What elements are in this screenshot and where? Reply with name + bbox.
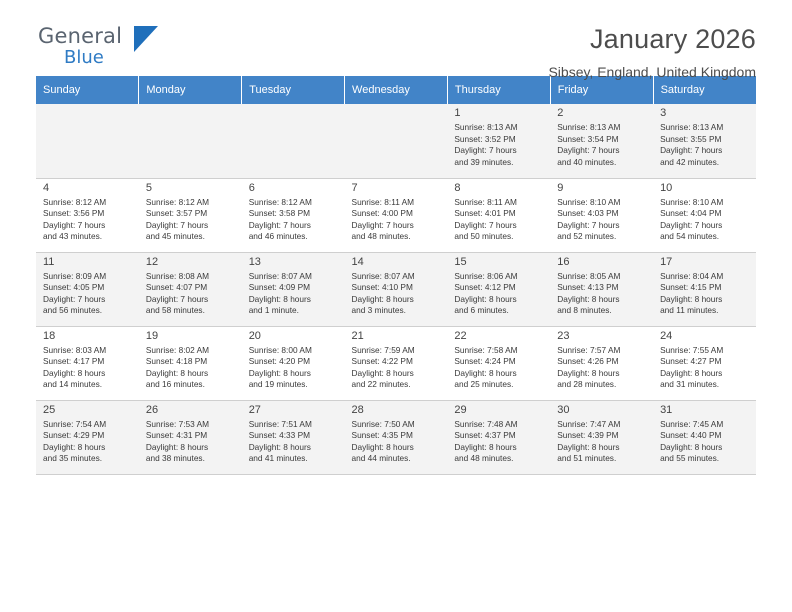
day-detail-line: and 14 minutes. bbox=[43, 379, 103, 390]
day-details bbox=[660, 345, 756, 391]
day-detail-line: Sunset: 3:52 PM bbox=[454, 133, 516, 144]
day-number: 8 bbox=[454, 181, 461, 194]
day-detail-line: Daylight: 8 hours bbox=[454, 441, 517, 452]
day-detail-line: Daylight: 8 hours bbox=[351, 441, 414, 452]
day-detail-line: Daylight: 8 hours bbox=[660, 293, 723, 304]
day-detail-line: Sunrise: 8:09 AM bbox=[43, 270, 107, 281]
day-number: 30 bbox=[557, 403, 570, 416]
day-number: 31 bbox=[660, 403, 673, 416]
page-title: January 2026 bbox=[589, 24, 756, 54]
day-detail-line: Daylight: 7 hours bbox=[351, 219, 414, 230]
day-detail-line: Sunrise: 7:57 AM bbox=[557, 344, 621, 355]
day-detail-line: Sunset: 4:13 PM bbox=[557, 282, 619, 293]
calendar-day-cell bbox=[36, 178, 139, 252]
calendar-day-cell bbox=[447, 326, 550, 400]
calendar-day-cell bbox=[345, 326, 448, 400]
day-details bbox=[454, 419, 550, 465]
day-detail-line: and 3 minutes. bbox=[351, 305, 406, 316]
day-number: 6 bbox=[248, 181, 255, 194]
day-detail-line: Sunrise: 7:55 AM bbox=[660, 344, 724, 355]
calendar-day-cell bbox=[345, 400, 448, 474]
day-detail-line: Daylight: 7 hours bbox=[660, 145, 723, 156]
day-detail-line: Sunrise: 8:07 AM bbox=[248, 270, 312, 281]
day-details bbox=[557, 197, 653, 243]
calendar-day-cell bbox=[447, 104, 550, 178]
day-detail-line: Sunrise: 7:45 AM bbox=[660, 418, 724, 429]
day-detail-line: and 52 minutes. bbox=[557, 231, 617, 242]
day-number: 18 bbox=[43, 329, 56, 342]
day-number: 13 bbox=[248, 255, 261, 268]
day-number: 23 bbox=[557, 329, 570, 342]
weekday-header-thursday: Thursday bbox=[447, 76, 550, 104]
day-detail-line: Sunrise: 8:05 AM bbox=[557, 270, 621, 281]
sunrise-sunset-calendar bbox=[36, 76, 756, 475]
day-detail-line: and 40 minutes. bbox=[557, 156, 617, 167]
day-detail-line: Sunrise: 7:53 AM bbox=[145, 418, 210, 429]
day-detail-line: Daylight: 8 hours bbox=[248, 367, 311, 378]
day-detail-line: Daylight: 8 hours bbox=[248, 293, 311, 304]
day-detail-line: Sunset: 4:22 PM bbox=[351, 356, 413, 367]
day-detail-line: Sunrise: 8:10 AM bbox=[660, 196, 724, 207]
day-details bbox=[146, 197, 242, 243]
calendar-day-cell bbox=[139, 178, 242, 252]
calendar-week-row bbox=[36, 326, 756, 400]
day-details bbox=[146, 419, 242, 465]
day-details bbox=[249, 271, 345, 317]
day-detail-line: and 54 minutes. bbox=[660, 231, 720, 242]
day-number: 3 bbox=[660, 107, 667, 119]
day-detail-line: Sunset: 4:00 PM bbox=[351, 208, 413, 219]
calendar-day-cell bbox=[36, 400, 139, 474]
calendar-day-cell bbox=[139, 326, 242, 400]
day-detail-line: Sunrise: 7:59 AM bbox=[351, 344, 415, 355]
day-detail-line: Sunset: 4:24 PM bbox=[454, 356, 516, 367]
calendar-day-empty bbox=[36, 104, 139, 178]
day-detail-line: Daylight: 8 hours bbox=[557, 441, 620, 452]
day-detail-line: Sunrise: 8:12 AM bbox=[145, 196, 210, 207]
day-detail-line: Sunrise: 7:58 AM bbox=[454, 344, 518, 355]
day-detail-line: and 11 minutes. bbox=[660, 305, 719, 316]
day-number: 19 bbox=[145, 329, 159, 342]
calendar-day-empty bbox=[242, 104, 345, 178]
day-detail-line: Daylight: 8 hours bbox=[351, 367, 414, 378]
calendar-day-cell bbox=[345, 252, 448, 326]
day-detail-line: and 48 minutes. bbox=[351, 231, 411, 242]
day-detail-line: and 44 minutes. bbox=[351, 453, 411, 464]
flag-icon bbox=[134, 26, 158, 52]
day-detail-line: Daylight: 7 hours bbox=[660, 219, 723, 230]
day-detail-line: Sunrise: 8:07 AM bbox=[351, 270, 415, 281]
day-details bbox=[43, 197, 139, 243]
calendar-day-cell bbox=[653, 400, 756, 474]
day-detail-line: Sunset: 4:03 PM bbox=[557, 208, 619, 219]
calendar-day-cell bbox=[550, 104, 653, 178]
day-number: 2 bbox=[557, 107, 564, 119]
day-detail-line: Sunset: 4:20 PM bbox=[248, 356, 311, 367]
calendar-day-cell bbox=[550, 326, 653, 400]
day-number: 9 bbox=[557, 181, 564, 194]
day-details bbox=[146, 345, 242, 391]
day-detail-line: Daylight: 7 hours bbox=[145, 293, 209, 304]
day-detail-line: Sunrise: 7:47 AM bbox=[557, 418, 621, 429]
day-detail-line: Sunrise: 8:00 AM bbox=[248, 344, 312, 355]
day-number: 15 bbox=[454, 255, 467, 268]
day-detail-line: Sunset: 4:05 PM bbox=[43, 282, 105, 293]
day-detail-line: Sunset: 3:55 PM bbox=[660, 133, 722, 144]
day-detail-line: Sunset: 3:56 PM bbox=[43, 208, 105, 219]
day-detail-line: Daylight: 8 hours bbox=[557, 367, 620, 378]
day-detail-line: and 46 minutes. bbox=[248, 231, 308, 242]
calendar-body bbox=[36, 104, 756, 474]
day-details bbox=[454, 271, 550, 317]
day-detail-line: Daylight: 8 hours bbox=[660, 441, 723, 452]
calendar-week-row bbox=[36, 400, 756, 474]
page-header bbox=[36, 0, 756, 80]
day-details bbox=[352, 271, 448, 317]
day-detail-line: Sunset: 4:39 PM bbox=[557, 430, 619, 441]
weekday-header-friday: Friday bbox=[550, 76, 653, 104]
calendar-day-cell bbox=[447, 252, 550, 326]
calendar-day-cell bbox=[242, 326, 345, 400]
day-details bbox=[454, 345, 550, 391]
day-details bbox=[249, 345, 345, 391]
day-detail-line: Sunset: 4:04 PM bbox=[660, 208, 722, 219]
day-detail-line: and 41 minutes. bbox=[248, 453, 308, 464]
day-detail-line: Daylight: 7 hours bbox=[43, 293, 106, 304]
day-detail-line: Daylight: 8 hours bbox=[145, 367, 209, 378]
calendar-day-empty bbox=[139, 104, 242, 178]
day-details bbox=[557, 271, 653, 317]
day-detail-line: and 6 minutes. bbox=[454, 305, 509, 316]
calendar-day-cell bbox=[550, 400, 653, 474]
day-detail-line: and 8 minutes. bbox=[557, 305, 612, 316]
day-detail-line: Sunset: 4:35 PM bbox=[351, 430, 413, 441]
day-detail-line: Sunrise: 8:08 AM bbox=[145, 270, 210, 281]
calendar-day-cell bbox=[242, 400, 345, 474]
weekday-header-monday: Monday bbox=[139, 76, 242, 104]
day-number: 14 bbox=[351, 255, 364, 268]
day-detail-line: Sunset: 4:29 PM bbox=[43, 430, 105, 441]
day-number: 20 bbox=[248, 329, 261, 342]
day-detail-line: and 55 minutes. bbox=[660, 453, 720, 464]
day-detail-line: Daylight: 7 hours bbox=[145, 219, 209, 230]
day-detail-line: Sunrise: 7:54 AM bbox=[43, 418, 107, 429]
day-number: 1 bbox=[454, 107, 461, 119]
day-details bbox=[249, 419, 345, 465]
calendar-day-cell bbox=[550, 252, 653, 326]
day-details bbox=[557, 345, 653, 391]
calendar-day-cell bbox=[345, 178, 448, 252]
day-details bbox=[146, 271, 242, 317]
calendar-day-cell bbox=[653, 326, 756, 400]
calendar-day-cell bbox=[36, 252, 139, 326]
day-detail-line: Daylight: 8 hours bbox=[43, 441, 106, 452]
day-detail-line: Sunrise: 8:12 AM bbox=[43, 196, 107, 207]
logo-word-general: General bbox=[38, 24, 123, 48]
day-details bbox=[43, 271, 139, 317]
day-detail-line: Daylight: 8 hours bbox=[145, 441, 209, 452]
day-detail-line: Sunrise: 8:10 AM bbox=[557, 196, 621, 207]
day-detail-line: Sunrise: 8:11 AM bbox=[351, 196, 415, 207]
day-detail-line: and 16 minutes. bbox=[145, 379, 205, 390]
day-detail-line: and 22 minutes. bbox=[351, 379, 411, 390]
day-number: 28 bbox=[351, 403, 364, 416]
day-detail-line: Sunset: 4:17 PM bbox=[43, 356, 105, 367]
calendar-day-cell bbox=[447, 178, 550, 252]
day-detail-line: and 31 minutes. bbox=[660, 379, 720, 390]
day-detail-line: Sunset: 4:01 PM bbox=[454, 208, 516, 219]
day-detail-line: Sunset: 4:09 PM bbox=[248, 282, 311, 293]
day-details bbox=[660, 271, 756, 317]
day-detail-line: and 35 minutes. bbox=[43, 453, 103, 464]
day-number: 17 bbox=[660, 255, 673, 268]
day-detail-line: Daylight: 7 hours bbox=[454, 219, 517, 230]
day-detail-line: Daylight: 8 hours bbox=[351, 293, 414, 304]
day-number: 27 bbox=[248, 403, 261, 416]
calendar-week-row bbox=[36, 104, 756, 178]
day-detail-line: Daylight: 7 hours bbox=[557, 219, 620, 230]
day-detail-line: Daylight: 8 hours bbox=[454, 293, 517, 304]
logo-word-blue: Blue bbox=[64, 47, 104, 68]
general-blue-logo bbox=[38, 26, 238, 67]
day-detail-line: Sunset: 4:26 PM bbox=[557, 356, 619, 367]
day-detail-line: and 39 minutes. bbox=[454, 156, 514, 167]
day-detail-line: Daylight: 8 hours bbox=[557, 293, 620, 304]
day-detail-line: Sunrise: 7:50 AM bbox=[351, 418, 415, 429]
day-detail-line: Sunrise: 7:51 AM bbox=[248, 418, 312, 429]
calendar-day-cell bbox=[242, 252, 345, 326]
day-detail-line: Sunrise: 8:06 AM bbox=[454, 270, 518, 281]
day-detail-line: Sunrise: 8:13 AM bbox=[660, 122, 724, 132]
day-details bbox=[557, 122, 653, 168]
day-number: 10 bbox=[660, 181, 673, 194]
day-detail-line: Daylight: 8 hours bbox=[248, 441, 311, 452]
day-details bbox=[43, 419, 139, 465]
day-detail-line: and 1 minute. bbox=[248, 305, 299, 316]
day-detail-line: Sunrise: 8:12 AM bbox=[248, 196, 312, 207]
day-number: 25 bbox=[43, 403, 56, 416]
day-detail-line: and 48 minutes. bbox=[454, 453, 514, 464]
calendar-day-cell bbox=[550, 178, 653, 252]
day-detail-line: Sunset: 3:54 PM bbox=[557, 133, 619, 144]
day-details bbox=[660, 122, 756, 168]
day-detail-line: Sunset: 4:40 PM bbox=[660, 430, 722, 441]
day-detail-line: Daylight: 7 hours bbox=[43, 219, 106, 230]
day-details bbox=[352, 345, 448, 391]
day-detail-line: Sunrise: 8:04 AM bbox=[660, 270, 724, 281]
day-detail-line: Sunset: 4:18 PM bbox=[145, 356, 208, 367]
day-detail-line: Sunset: 4:15 PM bbox=[660, 282, 722, 293]
day-number: 11 bbox=[43, 255, 55, 268]
day-details bbox=[454, 122, 550, 168]
day-number: 29 bbox=[454, 403, 467, 416]
calendar-day-cell bbox=[653, 104, 756, 178]
day-number: 26 bbox=[145, 403, 159, 416]
calendar-day-cell bbox=[139, 400, 242, 474]
day-detail-line: Sunset: 4:31 PM bbox=[145, 430, 208, 441]
day-detail-line: Sunrise: 7:48 AM bbox=[454, 418, 518, 429]
day-detail-line: Sunset: 4:12 PM bbox=[454, 282, 516, 293]
day-detail-line: Sunrise: 8:13 AM bbox=[454, 122, 518, 132]
day-number: 7 bbox=[351, 181, 358, 194]
day-detail-line: and 42 minutes. bbox=[660, 156, 720, 167]
day-detail-line: and 38 minutes. bbox=[145, 453, 205, 464]
weekday-header-sunday: Sunday bbox=[36, 76, 139, 104]
weekday-header-tuesday: Tuesday bbox=[242, 76, 345, 104]
calendar-day-cell bbox=[242, 178, 345, 252]
day-detail-line: Sunset: 4:27 PM bbox=[660, 356, 722, 367]
day-detail-line: Sunset: 3:58 PM bbox=[248, 208, 311, 219]
day-detail-line: Sunset: 4:37 PM bbox=[454, 430, 516, 441]
calendar-day-cell bbox=[653, 252, 756, 326]
day-detail-line: and 43 minutes. bbox=[43, 231, 103, 242]
day-number: 16 bbox=[557, 255, 570, 268]
day-number: 22 bbox=[454, 329, 467, 342]
day-detail-line: and 25 minutes. bbox=[454, 379, 514, 390]
day-number: 12 bbox=[145, 255, 159, 268]
day-number: 21 bbox=[351, 329, 364, 342]
day-detail-line: Daylight: 7 hours bbox=[248, 219, 311, 230]
day-details bbox=[249, 197, 345, 243]
day-details bbox=[660, 419, 756, 465]
calendar-day-cell bbox=[447, 400, 550, 474]
day-detail-line: Daylight: 8 hours bbox=[660, 367, 723, 378]
day-detail-line: Sunset: 4:07 PM bbox=[145, 282, 208, 293]
calendar-day-cell bbox=[653, 178, 756, 252]
day-detail-line: and 51 minutes. bbox=[557, 453, 617, 464]
day-detail-line: Sunset: 3:57 PM bbox=[145, 208, 208, 219]
day-detail-line: and 28 minutes. bbox=[557, 379, 617, 390]
day-details bbox=[352, 197, 448, 243]
day-number: 24 bbox=[660, 329, 673, 342]
day-detail-line: Daylight: 7 hours bbox=[557, 145, 620, 156]
day-detail-line: Sunset: 4:33 PM bbox=[248, 430, 311, 441]
day-details bbox=[352, 419, 448, 465]
calendar-day-empty bbox=[345, 104, 448, 178]
day-detail-line: and 50 minutes. bbox=[454, 231, 514, 242]
day-details bbox=[43, 345, 139, 391]
calendar-week-row bbox=[36, 252, 756, 326]
day-detail-line: and 56 minutes. bbox=[43, 305, 103, 316]
day-detail-line: and 58 minutes. bbox=[145, 305, 205, 316]
calendar-day-cell bbox=[139, 252, 242, 326]
day-details bbox=[557, 419, 653, 465]
day-detail-line: and 45 minutes. bbox=[145, 231, 205, 242]
weekday-header-wednesday: Wednesday bbox=[345, 76, 448, 104]
day-details bbox=[660, 197, 756, 243]
day-number: 5 bbox=[145, 181, 152, 194]
day-detail-line: Daylight: 8 hours bbox=[43, 367, 106, 378]
day-detail-line: Daylight: 7 hours bbox=[454, 145, 517, 156]
day-detail-line: Sunrise: 8:02 AM bbox=[145, 344, 210, 355]
day-detail-line: Daylight: 8 hours bbox=[454, 367, 517, 378]
day-detail-line: Sunrise: 8:03 AM bbox=[43, 344, 107, 355]
calendar-day-cell bbox=[36, 326, 139, 400]
day-details bbox=[454, 197, 550, 243]
weekday-header-saturday: Saturday bbox=[653, 76, 756, 104]
calendar-week-row bbox=[36, 178, 756, 252]
day-detail-line: and 19 minutes. bbox=[248, 379, 308, 390]
day-detail-line: Sunrise: 8:11 AM bbox=[454, 196, 517, 207]
day-number: 4 bbox=[43, 181, 50, 194]
location-subtitle: Sibsey, England, United Kingdom bbox=[548, 64, 756, 80]
day-detail-line: Sunrise: 8:13 AM bbox=[557, 122, 621, 132]
day-detail-line: Sunset: 4:10 PM bbox=[351, 282, 413, 293]
weekday-header-row bbox=[36, 76, 756, 104]
